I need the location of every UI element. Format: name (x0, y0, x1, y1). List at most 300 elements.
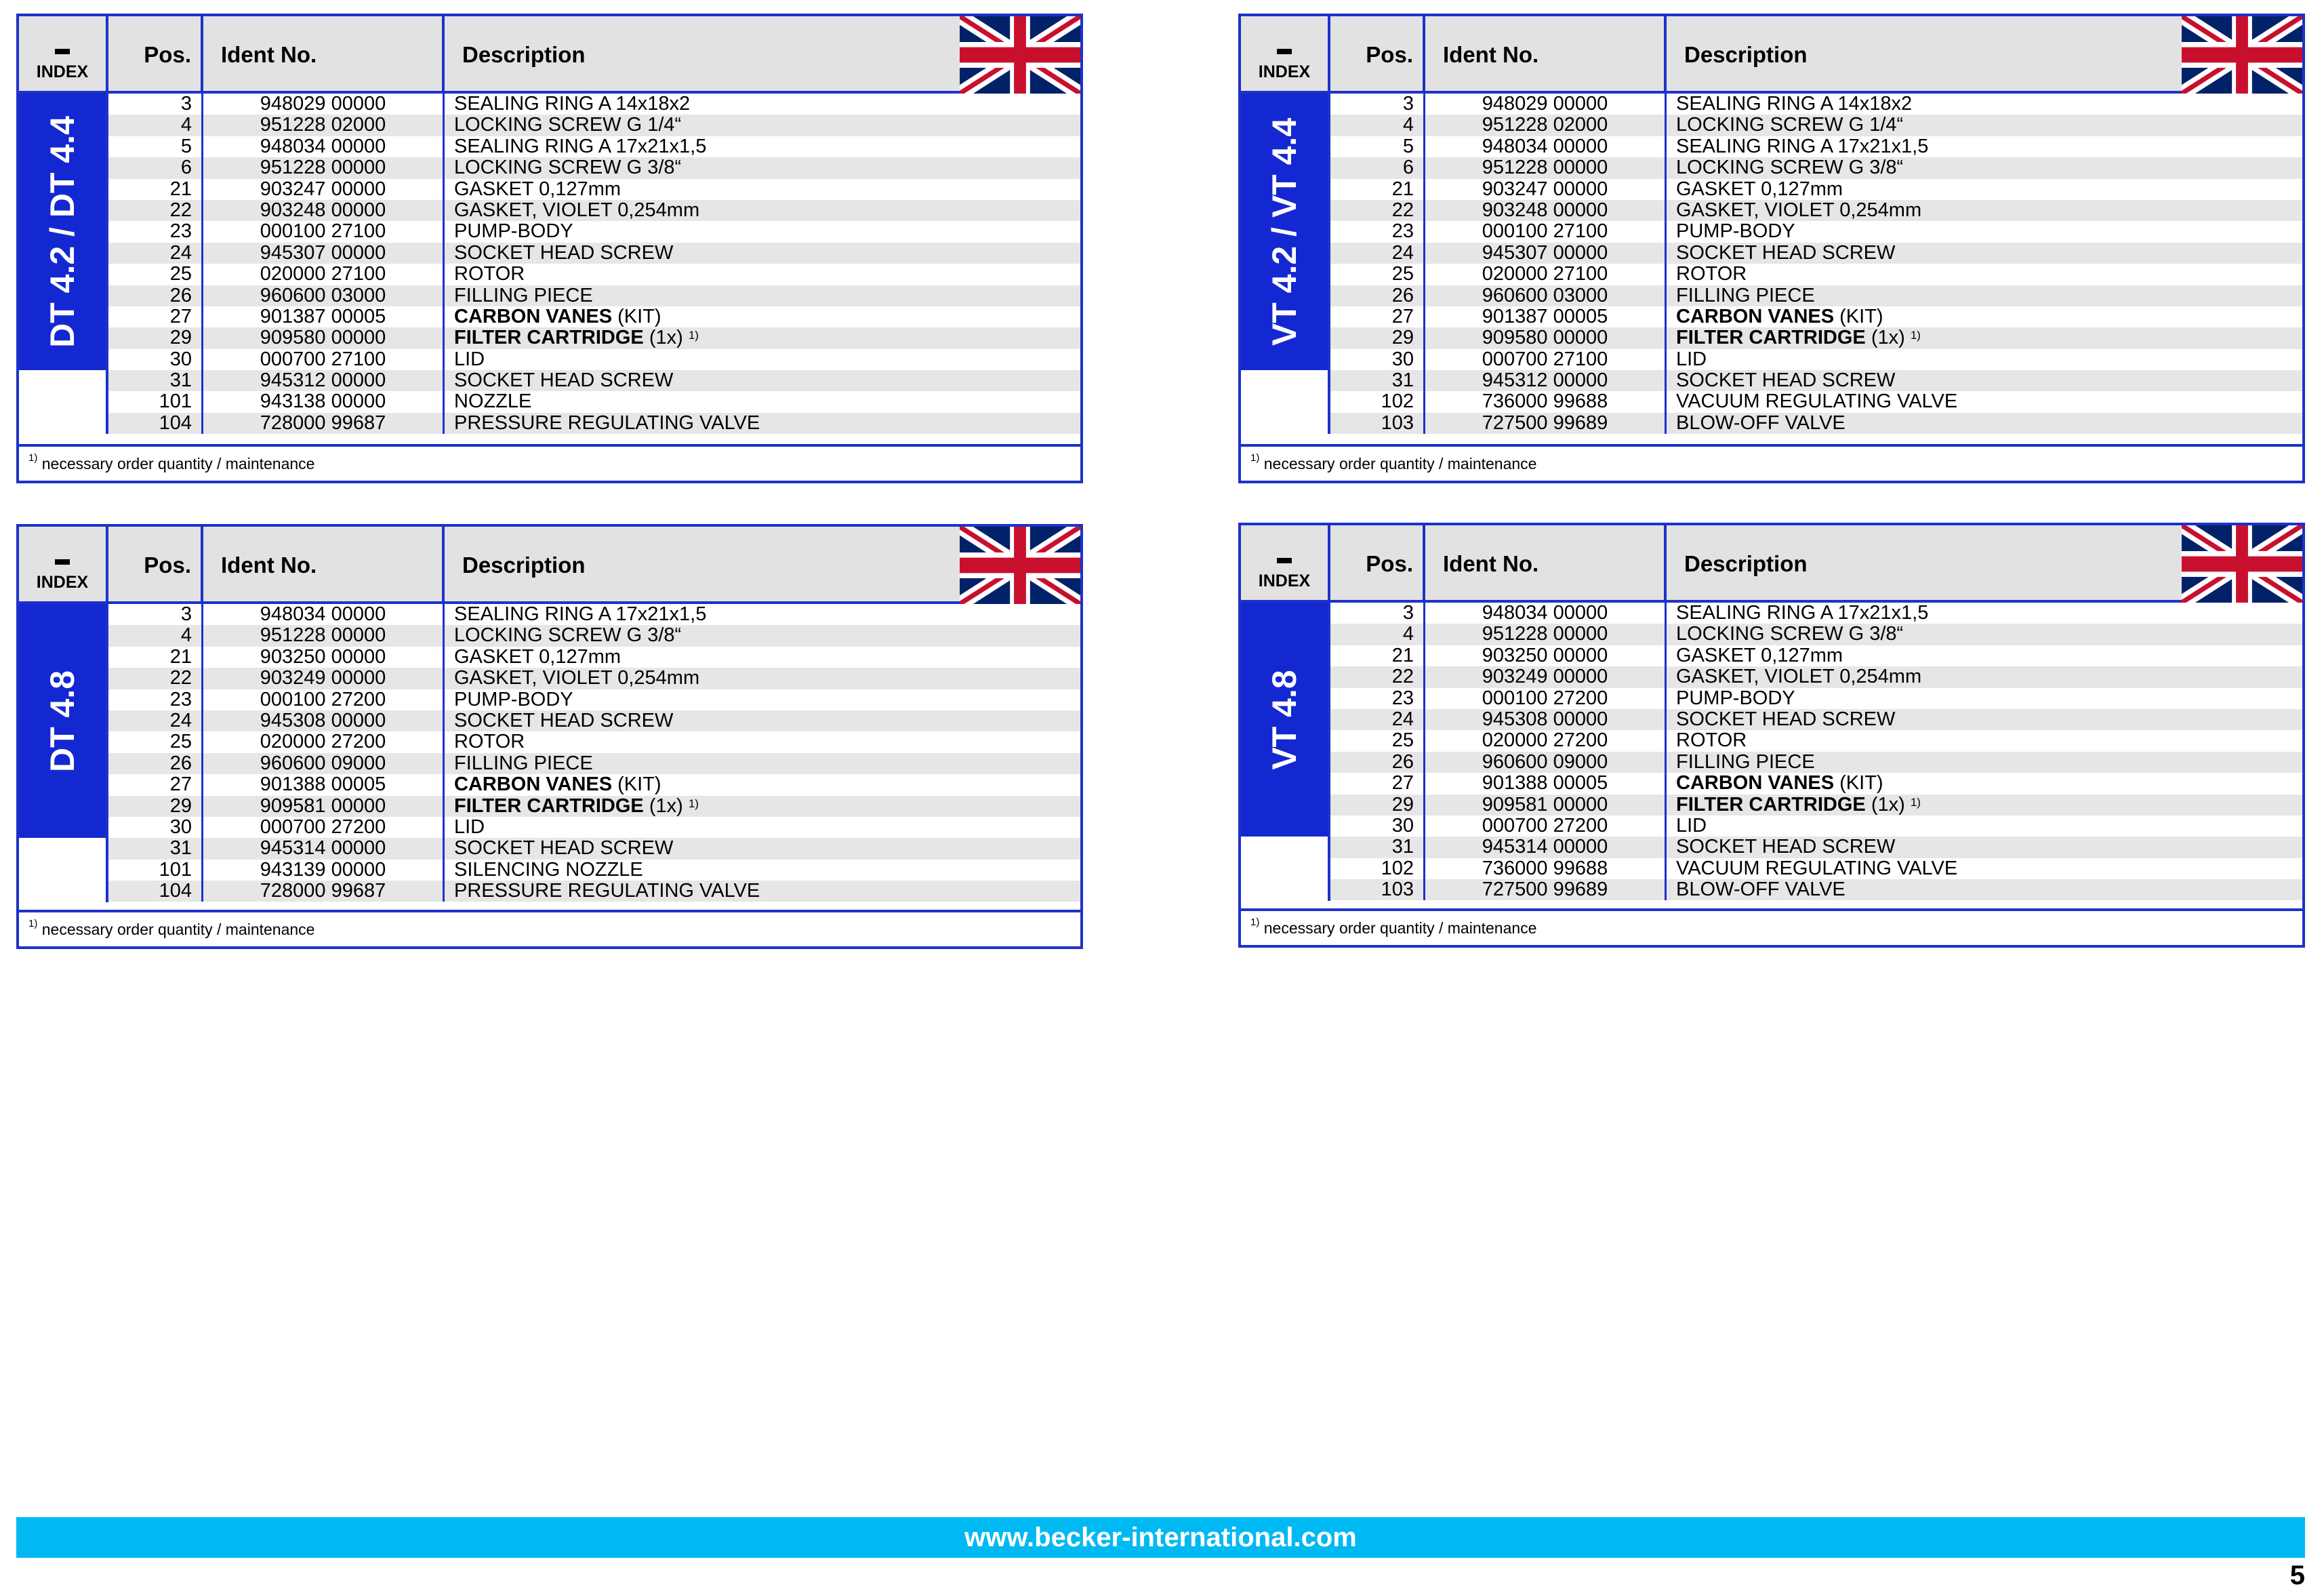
footnote (19, 444, 1080, 481)
description-cell (445, 604, 706, 625)
table-row (108, 710, 1080, 731)
ident-cell: 901387 00005 (203, 306, 445, 327)
table-row (1330, 879, 2302, 900)
description-text: (KIT) (1834, 772, 1883, 794)
description-cell (445, 689, 573, 710)
description-header: Description (1684, 551, 1808, 576)
model-label-column (19, 94, 108, 434)
table-row (1330, 603, 2302, 624)
ident-cell: 945308 00000 (203, 710, 445, 731)
index-header-cell (1241, 525, 1330, 600)
ident-cell: 000700 27100 (1425, 349, 1667, 370)
description-text: SEALING RING A 17x21x1,5 (1676, 135, 1929, 157)
pos-cell: 3 (108, 604, 203, 625)
ident-cell: 000700 27100 (203, 349, 445, 370)
description-text: GASKET 0,127mm (1676, 644, 1843, 666)
description-cell (1667, 837, 1895, 858)
description-text: SEALING RING A 17x21x1,5 (1676, 602, 1929, 624)
pos-cell: 24 (1330, 243, 1425, 264)
ident-cell: 020000 27100 (203, 264, 445, 285)
uk-flag-icon (2182, 16, 2302, 94)
table-row (1330, 773, 2302, 794)
pos-cell: 30 (108, 349, 203, 370)
table-row (108, 200, 1080, 221)
description-bold: CARBON VANES (1676, 305, 1835, 327)
description-cell (445, 860, 643, 881)
ident-cell: 903247 00000 (1425, 179, 1667, 200)
table-row (108, 413, 1080, 434)
description-cell (1667, 666, 1921, 687)
table-row (1330, 837, 2302, 858)
description-bold: FILTER CARTRIDGE (454, 327, 644, 349)
description-cell (445, 668, 699, 689)
pos-cell: 29 (1330, 327, 1425, 348)
ident-cell: 020000 27200 (1425, 730, 1667, 751)
pos-cell: 6 (1330, 157, 1425, 178)
description-cell (445, 200, 699, 221)
table-row (1330, 709, 2302, 730)
table-row (1330, 136, 2302, 157)
ident-cell: 945307 00000 (1425, 243, 1667, 264)
table-row (108, 243, 1080, 264)
pos-header: Pos. (108, 16, 203, 91)
pos-cell: 21 (1330, 179, 1425, 200)
description-cell (1667, 879, 1846, 900)
table-row (1330, 115, 2302, 136)
table-row (1330, 243, 2302, 264)
pos-cell: 31 (108, 838, 203, 859)
ident-cell: 945307 00000 (203, 243, 445, 264)
footnote (19, 910, 1080, 946)
description-text: SOCKET HEAD SCREW (454, 369, 674, 392)
footnote-text: necessary order quantity / maintenance (41, 921, 315, 938)
ident-cell: 020000 27200 (203, 731, 445, 752)
ident-cell: 945314 00000 (203, 838, 445, 859)
pos-cell: 5 (108, 136, 203, 157)
description-cell (1667, 221, 1795, 242)
ident-cell: 903247 00000 (203, 179, 445, 200)
description-text: ROTOR (1676, 263, 1747, 285)
pos-cell: 104 (108, 413, 203, 434)
table-row (108, 391, 1080, 412)
ident-cell: 909580 00000 (1425, 327, 1667, 348)
description-text: SOCKET HEAD SCREW (1676, 241, 1896, 264)
pos-cell: 101 (108, 860, 203, 881)
table-row (108, 136, 1080, 157)
model-label-column (1241, 94, 1330, 434)
description-cell (445, 349, 485, 370)
ident-cell: 948034 00000 (203, 604, 445, 625)
description-text: GASKET, VIOLET 0,254mm (1676, 666, 1922, 688)
description-cell (1667, 858, 1957, 879)
description-cell (1667, 752, 1815, 773)
description-cell (1667, 688, 1795, 709)
model-label: VT 4.2 / VT 4.4 (1265, 117, 1303, 346)
description-text: SEALING RING A 17x21x1,5 (454, 135, 707, 157)
uk-flag-icon (960, 527, 1080, 604)
parts-table-panel (1238, 14, 2305, 483)
table-row (1330, 645, 2302, 666)
description-cell (445, 774, 661, 795)
model-label-column (19, 604, 108, 902)
description-text: GASKET, VIOLET 0,254mm (454, 667, 700, 689)
description-text: VACUUM REGULATING VALVE (1676, 857, 1958, 879)
pos-cell: 26 (1330, 285, 1425, 306)
index-header-cell (19, 16, 108, 91)
ident-cell: 909580 00000 (203, 327, 445, 348)
table-header (1241, 16, 2302, 94)
ident-cell: 903249 00000 (203, 668, 445, 689)
ident-cell: 000100 27200 (203, 689, 445, 710)
description-text: (KIT) (1834, 305, 1883, 327)
description-cell (1667, 603, 1928, 624)
description-cell (445, 753, 593, 774)
description-text: PRESSURE REGULATING VALVE (454, 411, 760, 434)
ident-cell: 736000 99688 (1425, 391, 1667, 412)
parts-rows (1330, 94, 2302, 434)
parts-rows (1330, 603, 2302, 900)
table-row (108, 860, 1080, 881)
table-row (1330, 391, 2302, 412)
pos-cell: 22 (1330, 666, 1425, 687)
table-row (108, 731, 1080, 752)
pos-cell: 4 (1330, 624, 1425, 645)
model-label-block (1241, 94, 1328, 370)
description-text: SOCKET HEAD SCREW (1676, 369, 1896, 392)
table-row (1330, 285, 2302, 306)
table-row (108, 625, 1080, 646)
ident-cell: 020000 27100 (1425, 264, 1667, 285)
description-header: Description (1684, 42, 1808, 67)
table-row (1330, 157, 2302, 178)
pos-cell: 27 (1330, 306, 1425, 327)
ident-cell: 728000 99687 (203, 881, 445, 902)
index-dash-icon (1277, 49, 1292, 54)
table-row (108, 264, 1080, 285)
description-cell (1667, 645, 1843, 666)
pos-cell: 25 (1330, 730, 1425, 751)
ident-cell: 903250 00000 (203, 647, 445, 668)
description-cell (1667, 200, 1921, 221)
description-text: ROTOR (454, 263, 525, 285)
description-cell (445, 115, 681, 136)
description-cell (445, 306, 661, 327)
table-row (1330, 94, 2302, 115)
description-cell (445, 838, 673, 859)
description-bold: CARBON VANES (454, 773, 613, 796)
description-text: SILENCING NOZZLE (454, 858, 643, 881)
description-cell (445, 413, 760, 434)
description-text: (1x) (643, 327, 683, 349)
description-text: (1x) (1865, 327, 1905, 349)
description-cell (1667, 370, 1895, 391)
description-cell (445, 157, 681, 178)
ident-header: Ident No. (1425, 525, 1667, 600)
footnote (1241, 444, 2302, 481)
ident-cell: 000700 27200 (1425, 815, 1667, 837)
ident-cell: 960600 09000 (1425, 752, 1667, 773)
table-row (108, 838, 1080, 859)
ident-cell: 727500 99689 (1425, 413, 1667, 434)
table-row (1330, 349, 2302, 370)
description-cell (445, 881, 760, 902)
footnote-ref: 1) (688, 797, 699, 810)
pos-cell: 24 (108, 243, 203, 264)
table-row (108, 327, 1080, 348)
ident-cell: 951228 00000 (203, 157, 445, 178)
table-row (1330, 666, 2302, 687)
ident-cell: 943139 00000 (203, 860, 445, 881)
pos-cell: 25 (108, 264, 203, 285)
pos-cell: 101 (108, 391, 203, 412)
description-text: PUMP-BODY (454, 688, 573, 710)
description-text: (KIT) (612, 305, 661, 327)
description-text: LOCKING SCREW G 1/4“ (454, 114, 682, 136)
index-label: INDEX (36, 573, 89, 592)
description-text: LOCKING SCREW G 3/8“ (454, 624, 682, 647)
description-text: GASKET 0,127mm (1676, 178, 1843, 200)
pos-cell: 21 (1330, 645, 1425, 666)
model-label: DT 4.2 / DT 4.4 (43, 116, 81, 348)
description-bold: FILTER CARTRIDGE (454, 794, 644, 817)
description-text: LID (1676, 348, 1707, 370)
description-text: NOZZLE (454, 390, 532, 413)
pos-cell: 29 (1330, 794, 1425, 815)
table-row (108, 668, 1080, 689)
description-text: SOCKET HEAD SCREW (454, 837, 674, 860)
table-row (1330, 327, 2302, 348)
pos-cell: 4 (108, 625, 203, 646)
pos-cell: 26 (108, 753, 203, 774)
description-text: PUMP-BODY (1676, 220, 1795, 243)
description-bold: FILTER CARTRIDGE (1676, 793, 1866, 815)
description-text: LID (454, 348, 485, 370)
uk-flag-icon (960, 16, 1080, 94)
table-row (108, 115, 1080, 136)
index-header-cell (1241, 16, 1330, 91)
pos-cell: 27 (1330, 773, 1425, 794)
description-cell (1667, 391, 1957, 412)
footnote-ref: 1) (688, 329, 699, 342)
pos-cell: 31 (1330, 837, 1425, 858)
page-number: 5 (2289, 1560, 2305, 1590)
pos-cell: 22 (108, 668, 203, 689)
pos-cell: 5 (1330, 136, 1425, 157)
table-row (108, 796, 1080, 817)
ident-cell: 736000 99688 (1425, 858, 1667, 879)
website-link[interactable]: www.becker-international.com (16, 1517, 2305, 1558)
ident-cell: 901388 00005 (1425, 773, 1667, 794)
ident-cell: 943138 00000 (203, 391, 445, 412)
ident-header: Ident No. (203, 16, 445, 91)
description-text: LOCKING SCREW G 3/8“ (1676, 157, 1904, 179)
pos-cell: 102 (1330, 858, 1425, 879)
table-header (19, 16, 1080, 94)
ident-cell: 903250 00000 (1425, 645, 1667, 666)
description-cell (1667, 306, 1883, 327)
model-label-block (19, 94, 106, 370)
parts-rows (108, 604, 1080, 902)
model-label: VT 4.8 (1265, 670, 1303, 770)
pos-cell: 3 (1330, 94, 1425, 115)
description-text: BLOW-OFF VALVE (1676, 879, 1846, 901)
table-row (1330, 306, 2302, 327)
pos-cell: 26 (1330, 752, 1425, 773)
table-row (108, 647, 1080, 668)
footnote-text: necessary order quantity / maintenance (41, 455, 315, 472)
description-text: (KIT) (612, 773, 661, 796)
pos-cell: 29 (108, 796, 203, 817)
table-row (1330, 221, 2302, 242)
description-text: LID (454, 815, 485, 838)
description-cell (445, 243, 673, 264)
table-row (1330, 413, 2302, 434)
parts-table-panel (1238, 523, 2305, 948)
pos-cell: 24 (1330, 709, 1425, 730)
pos-cell: 21 (108, 179, 203, 200)
description-text: SOCKET HEAD SCREW (454, 241, 674, 264)
ident-cell: 945308 00000 (1425, 709, 1667, 730)
ident-cell: 948029 00000 (1425, 94, 1667, 115)
description-header: Description (462, 42, 586, 67)
pos-cell: 22 (108, 200, 203, 221)
pos-cell: 27 (108, 774, 203, 795)
ident-cell: 951228 00000 (203, 625, 445, 646)
table-row (108, 157, 1080, 178)
index-dash-icon (55, 49, 70, 54)
ident-cell: 951228 00000 (1425, 157, 1667, 178)
pos-cell: 104 (108, 881, 203, 902)
description-text: SEALING RING A 14x18x2 (1676, 93, 1913, 115)
description-bold: FILTER CARTRIDGE (1676, 327, 1866, 349)
table-row (108, 285, 1080, 306)
table-row (108, 689, 1080, 710)
table-row (1330, 858, 2302, 879)
table-row (108, 604, 1080, 625)
description-text: FILLING PIECE (454, 752, 593, 774)
description-cell (1667, 243, 1895, 264)
description-cell (1667, 264, 1747, 285)
description-cell (445, 391, 531, 412)
ident-cell: 948034 00000 (203, 136, 445, 157)
table-header (1241, 525, 2302, 603)
ident-cell: 727500 99689 (1425, 879, 1667, 900)
footnote-text: necessary order quantity / maintenance (1263, 919, 1537, 937)
description-cell (445, 179, 621, 200)
table-row (108, 774, 1080, 795)
description-cell (1667, 179, 1843, 200)
ident-header: Ident No. (203, 527, 445, 601)
description-text: PUMP-BODY (1676, 687, 1795, 709)
ident-cell: 728000 99687 (203, 413, 445, 434)
pos-cell: 23 (1330, 221, 1425, 242)
description-cell (1667, 349, 1707, 370)
ident-cell: 903248 00000 (1425, 200, 1667, 221)
table-row (108, 881, 1080, 902)
pos-cell: 25 (108, 731, 203, 752)
index-label: INDEX (1258, 62, 1311, 81)
table-row (108, 221, 1080, 242)
pos-cell: 6 (108, 157, 203, 178)
pos-cell: 3 (1330, 603, 1425, 624)
pos-cell: 31 (108, 370, 203, 391)
description-cell (445, 710, 673, 731)
model-label-block (1241, 603, 1328, 837)
parts-rows (108, 94, 1080, 434)
pos-cell: 31 (1330, 370, 1425, 391)
description-text: LOCKING SCREW G 3/8“ (1676, 623, 1904, 645)
description-cell (1667, 624, 1903, 645)
uk-flag-icon (2182, 525, 2302, 603)
index-dash-icon (55, 559, 70, 565)
ident-cell: 960600 09000 (203, 753, 445, 774)
ident-cell: 951228 02000 (203, 115, 445, 136)
ident-cell: 945312 00000 (203, 370, 445, 391)
table-row (1330, 794, 2302, 815)
pos-cell: 24 (108, 710, 203, 731)
table-row (1330, 752, 2302, 773)
table-row (1330, 200, 2302, 221)
description-text: LOCKING SCREW G 1/4“ (1676, 114, 1904, 136)
footnote-mark: 1) (28, 452, 38, 464)
description-cell (1667, 115, 1903, 136)
description-text: LOCKING SCREW G 3/8“ (454, 157, 682, 179)
description-cell (1667, 285, 1815, 306)
ident-header: Ident No. (1425, 16, 1667, 91)
pos-header: Pos. (1330, 525, 1425, 600)
footnote-mark: 1) (28, 918, 38, 929)
pos-cell: 30 (1330, 815, 1425, 837)
index-label: INDEX (1258, 571, 1311, 590)
index-dash-icon (1277, 558, 1292, 563)
description-cell (1667, 773, 1883, 794)
description-text: GASKET, VIOLET 0,254mm (454, 199, 700, 221)
ident-cell: 000100 27100 (203, 221, 445, 242)
table-row (1330, 730, 2302, 751)
description-cell (445, 796, 699, 817)
description-bold: CARBON VANES (454, 305, 613, 327)
pos-cell: 103 (1330, 879, 1425, 900)
description-cell (1667, 413, 1846, 434)
ident-cell: 000700 27200 (203, 817, 445, 838)
description-text: PRESSURE REGULATING VALVE (454, 880, 760, 902)
table-row (1330, 688, 2302, 709)
table-row (1330, 179, 2302, 200)
model-label-block (19, 604, 106, 838)
description-cell (1667, 327, 1921, 348)
description-text: SOCKET HEAD SCREW (1676, 836, 1896, 858)
description-cell (1667, 157, 1903, 178)
table-row (108, 306, 1080, 327)
ident-cell: 948034 00000 (1425, 136, 1667, 157)
description-cell (445, 370, 673, 391)
pos-cell: 27 (108, 306, 203, 327)
ident-cell: 901387 00005 (1425, 306, 1667, 327)
ident-cell: 960600 03000 (203, 285, 445, 306)
ident-cell: 960600 03000 (1425, 285, 1667, 306)
description-text: SEALING RING A 14x18x2 (454, 93, 691, 115)
ident-cell: 903249 00000 (1425, 666, 1667, 687)
description-cell (1667, 794, 1921, 815)
description-cell (445, 731, 525, 752)
table-header (19, 527, 1080, 604)
description-cell (445, 817, 485, 838)
table-row (1330, 815, 2302, 837)
description-cell (445, 221, 573, 242)
table-row (108, 349, 1080, 370)
description-text: VACUUM REGULATING VALVE (1676, 390, 1958, 413)
ident-cell: 903248 00000 (203, 200, 445, 221)
